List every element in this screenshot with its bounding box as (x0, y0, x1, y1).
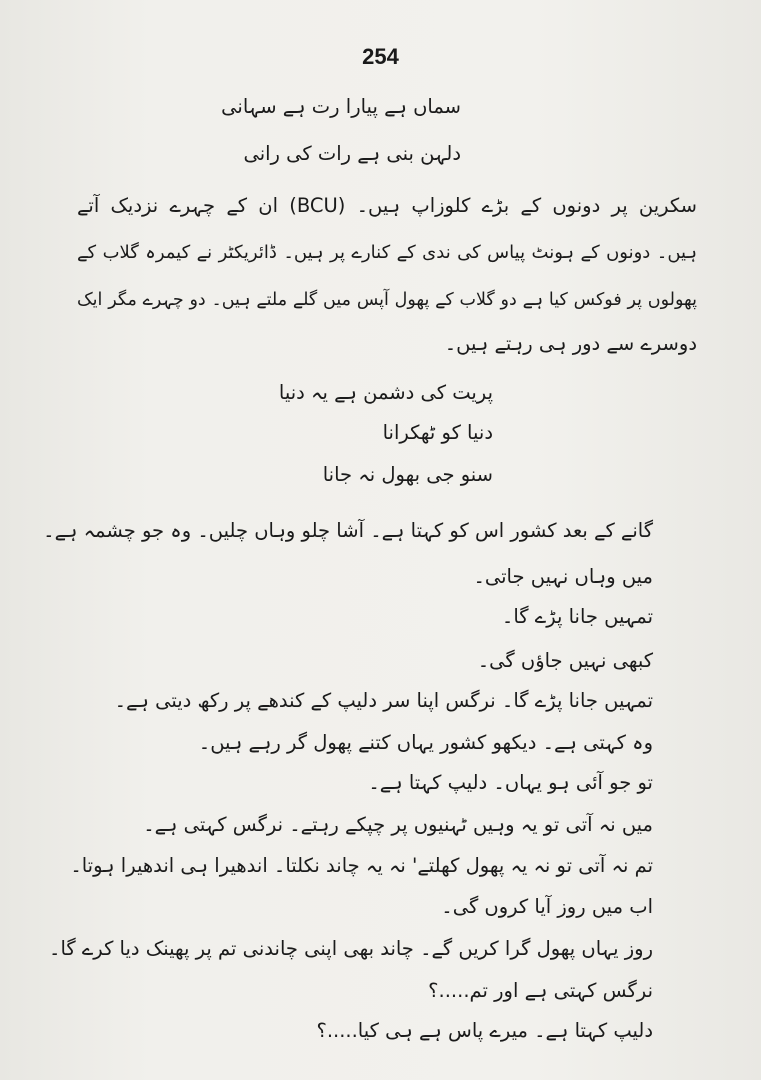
dialogue-line-6: وہ کہتی ہے۔ دیکھو کشور یہاں کتنے پھول گر رہے ہیں۔ (198, 731, 653, 754)
dialogue-line-10: اب میں روز آیا کروں گی۔ (441, 895, 653, 918)
paragraph-line-4: دوسرے سے دور ہی رہتے ہیں۔ (444, 332, 697, 355)
dialogue-line-4: کبھی نہیں جاؤں گی۔ (477, 649, 653, 672)
dialogue-line-11: روز یہاں پھول گرا کریں گے۔ چاند بھی اپنی چاندنی تم پر پھینک دیا کرے گا۔ (49, 937, 653, 960)
page-number: 254 (362, 44, 399, 69)
dialogue-line-8: میں نہ آتی تو یہ وہیں ٹہنیوں پر چپکے رہتے۔ نرگس کہتی ہے۔ (143, 813, 653, 836)
dialogue-line-2: میں وہاں نہیں جاتی۔ (473, 565, 653, 588)
dialogue-line-5: تمہیں جانا پڑے گا۔ نرگس اپنا سر دلیپ کے کندھے پر رکھ دیتی ہے۔ (114, 689, 653, 712)
paragraph-line-2: ہیں۔ دونوں کے ہونٹ پیاس کی ندی کے کنارے پر ہیں۔ ڈائریکٹر نے کیمرہ گلاب کے (77, 242, 697, 263)
verse-2-line-2: دنیا کو ٹھکرانا (382, 421, 493, 444)
paragraph-line-1: سکرین پر دونوں کے بڑے کلوزاپ ہیں۔ (BCU) ان کے چہرے نزدیک آتے (77, 194, 697, 217)
verse-1-line-2: دلہن بنی ہے رات کی رانی (243, 142, 461, 165)
dialogue-line-7: تو جو آئی ہو یہاں۔ دلیپ کہتا ہے۔ (368, 771, 653, 794)
verse-2-line-3: سنو جی بھول نہ جانا (322, 463, 493, 486)
verse-1-line-1: سماں ہے پیارا رت ہے سہانی (221, 95, 461, 118)
dialogue-line-12: نرگس کہتی ہے اور تم.....؟ (428, 979, 653, 1002)
dialogue-line-13: دلیپ کہتا ہے۔ میرے پاس ہے ہی کیا.....؟ (316, 1019, 653, 1042)
paragraph-line-3: پھولوں پر فوکس کیا ہے دو گلاب کے پھول آپس میں گلے ملتے ہیں۔ دو چہرے مگر ایک (77, 290, 697, 310)
dialogue-line-9: تم نہ آتی تو نہ یہ پھول کھلتے' نہ یہ چاند نکلتا۔ اندھیرا ہی اندھیرا ہوتا۔ (70, 854, 653, 877)
verse-2-line-1: پریت کی دشمن ہے یہ دنیا (278, 381, 493, 404)
dialogue-line-3: تمہیں جانا پڑے گا۔ (501, 605, 653, 628)
dialogue-line-1: گانے کے بعد کشور اس کو کہتا ہے۔ آشا چلو وہاں چلیں۔ وہ جو چشمہ ہے۔ (43, 519, 653, 542)
